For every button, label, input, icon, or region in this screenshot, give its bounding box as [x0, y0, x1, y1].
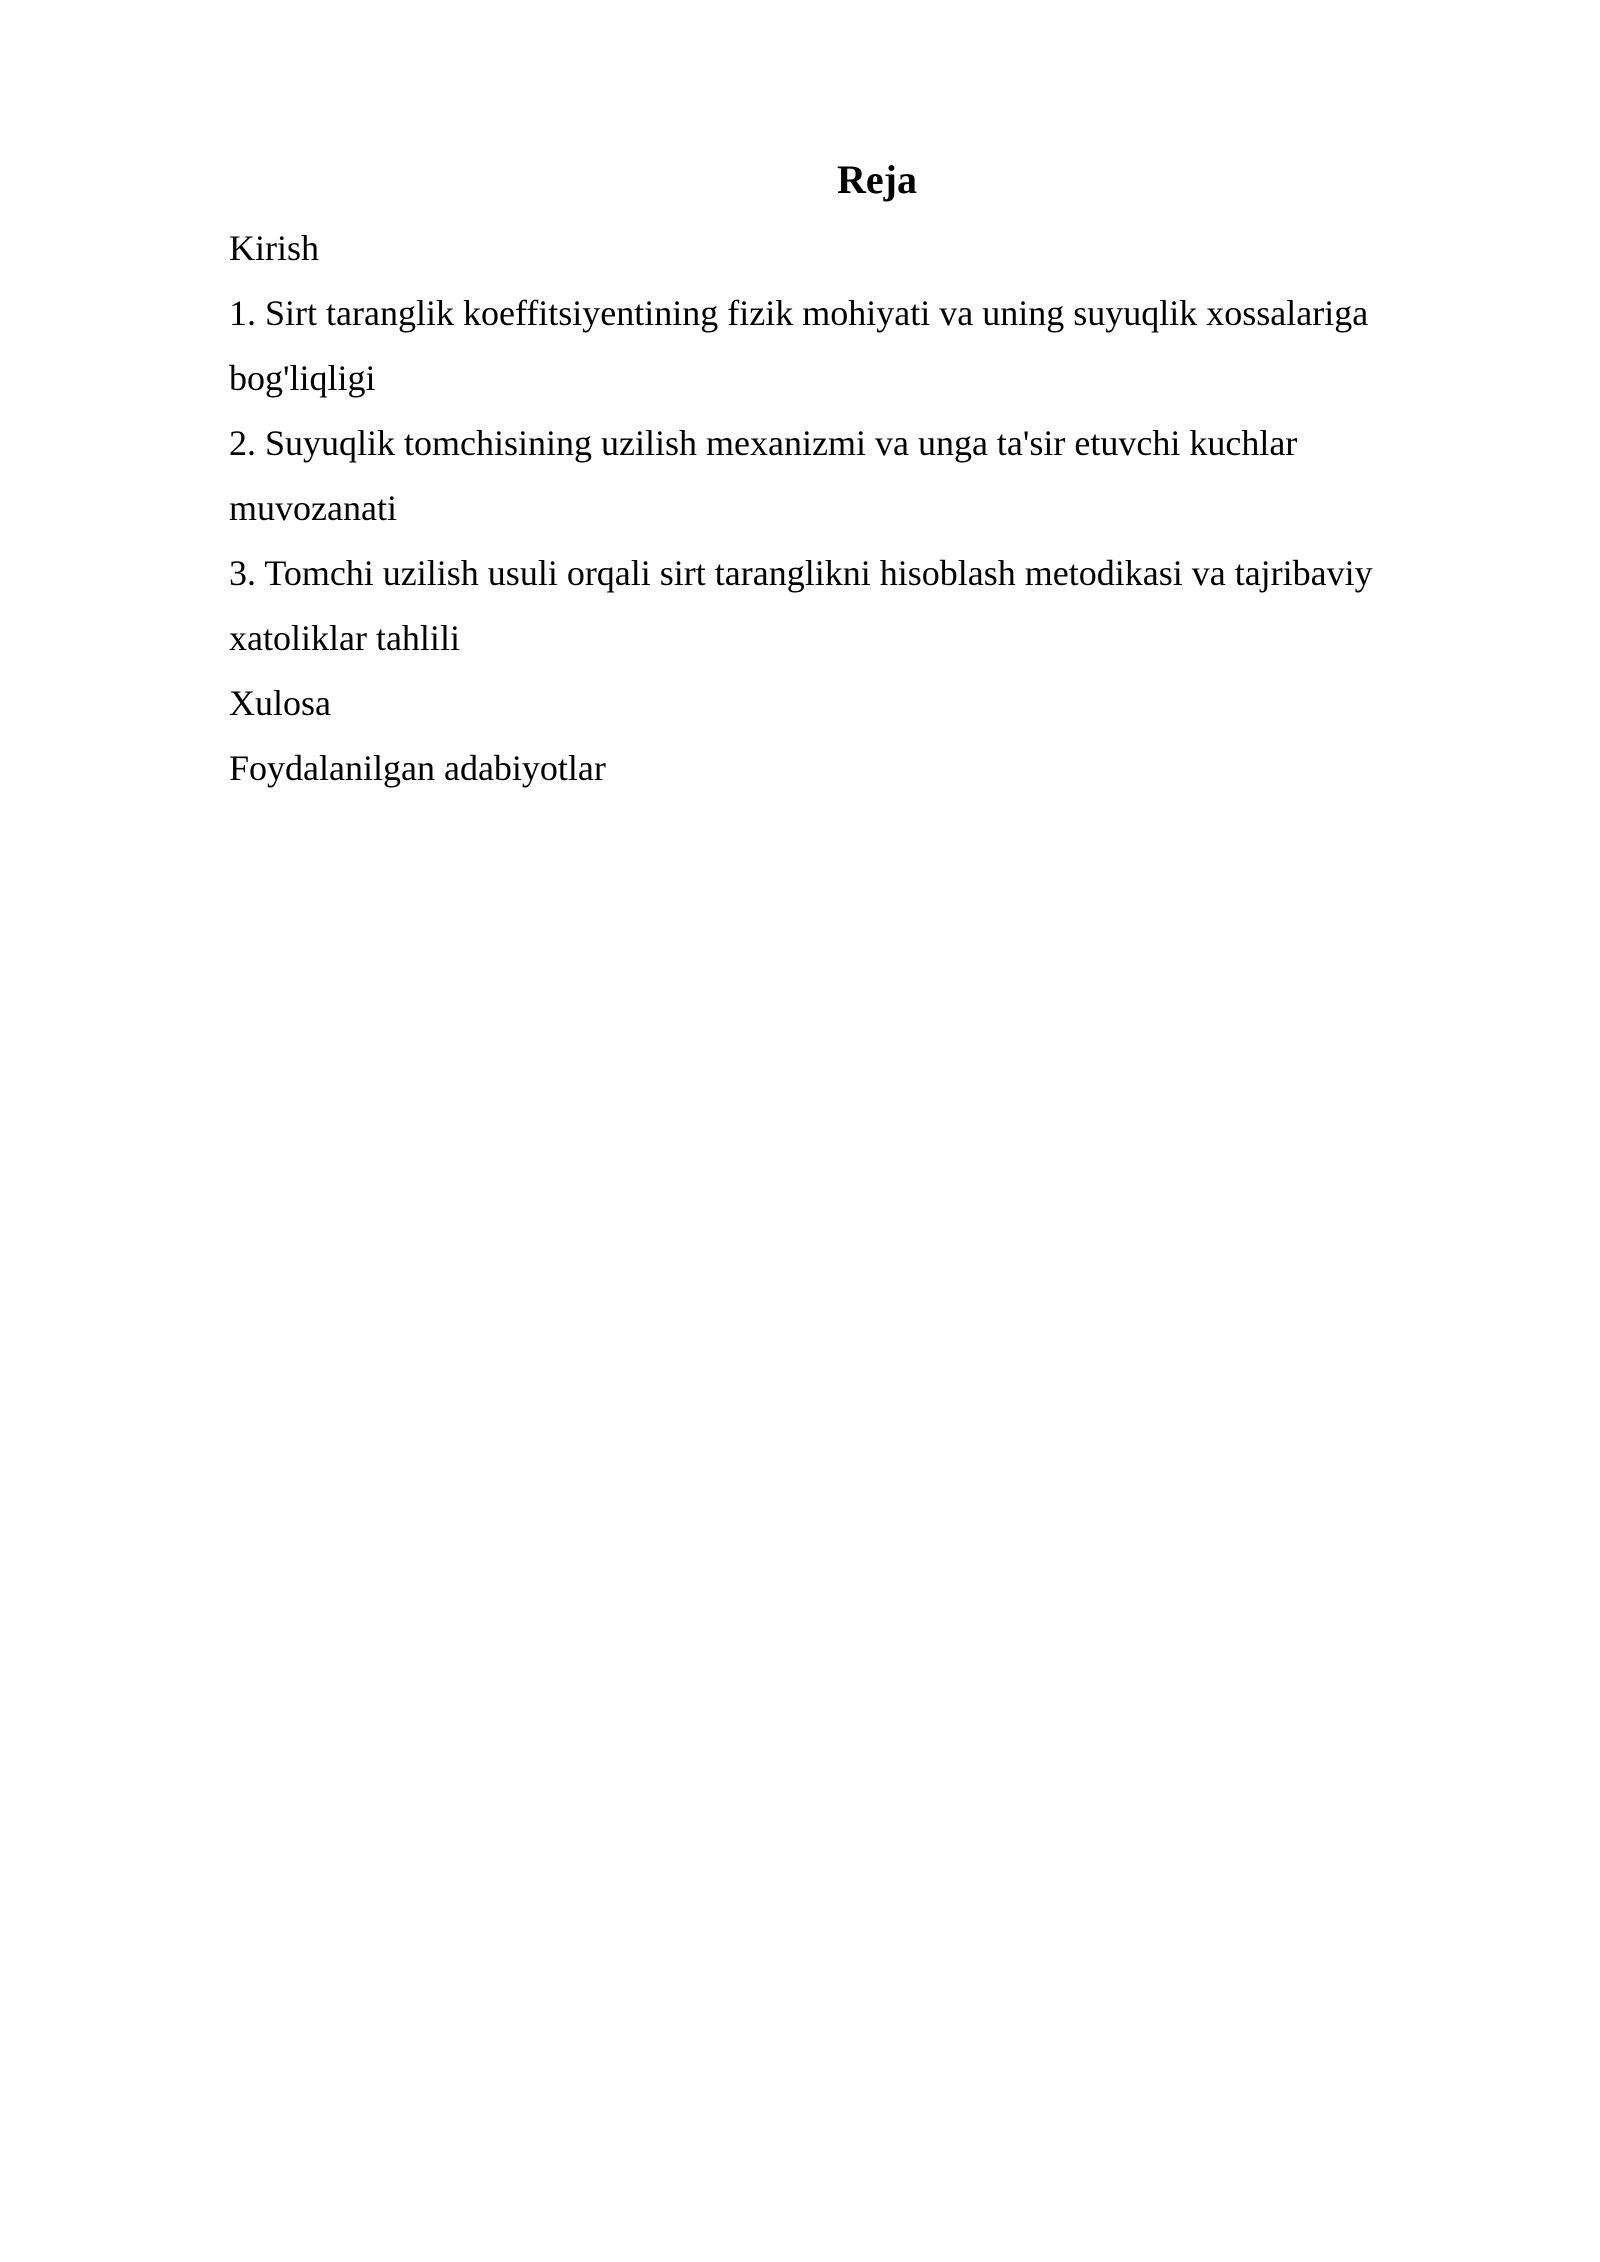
- toc-item-chapter-2: 2. Suyuqlik tomchisining uzilish mexanizmi va unga ta'sir etuvchi kuchlar muvozanati: [229, 423, 1298, 528]
- toc-item-chapter-3: 3. Tomchi uzilish usuli orqali sirt taranglikni hisoblash metodikasi va tajribaviy xatoliklar tahlili: [229, 553, 1373, 658]
- table-of-contents: [229, 216, 1459, 801]
- toc-item-references: Foydalanilgan adabiyotlar: [229, 748, 606, 788]
- toc-item-chapter-1: 1. Sirt taranglik koeffitsiyentining fizik mohiyati va uning suyuqlik xossalariga bog'liqligi: [229, 293, 1369, 398]
- document-content: [229, 150, 1459, 801]
- page-title: Reja: [837, 157, 917, 202]
- toc-item-conclusion: Xulosa: [229, 683, 331, 723]
- toc-item-introduction: Kirish: [229, 228, 319, 268]
